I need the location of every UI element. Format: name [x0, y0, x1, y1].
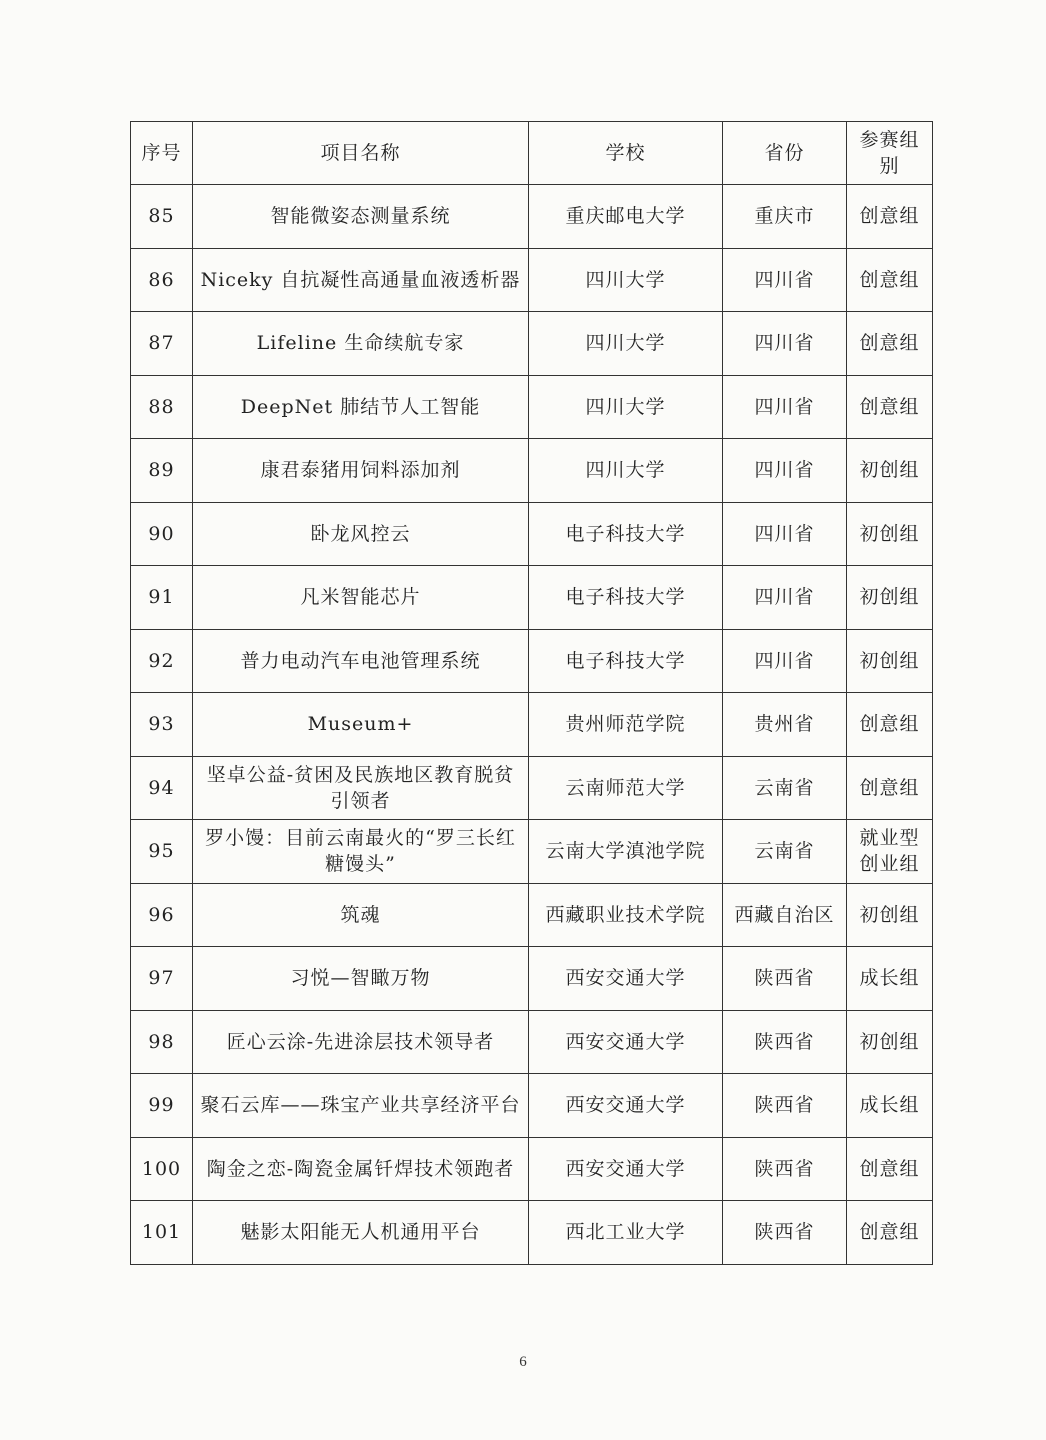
table-row: [131, 248, 933, 312]
table-header: [131, 122, 933, 185]
cell-no: 86: [131, 248, 193, 312]
cell-group: 初创组: [847, 1010, 933, 1074]
cell-group: 创意组: [847, 1201, 933, 1265]
table-row: [131, 1137, 933, 1201]
cell-no: 93: [131, 693, 193, 757]
cell-project-name: 卧龙风控云: [193, 502, 529, 566]
cell-group: 创意组: [847, 312, 933, 376]
table-row: [131, 1010, 933, 1074]
table-row: [131, 1074, 933, 1138]
cell-project-name: 习悦—智瞰万物: [193, 947, 529, 1011]
cell-project-name: 罗小馒：目前云南最火的“罗三长红糖馒头”: [193, 820, 529, 884]
table-row: [131, 312, 933, 376]
cell-no: 100: [131, 1137, 193, 1201]
cell-province: 陕西省: [723, 1137, 847, 1201]
cell-school: 电子科技大学: [529, 629, 723, 693]
cell-group: 初创组: [847, 566, 933, 630]
cell-no: 85: [131, 185, 193, 249]
cell-project-name: 凡米智能芯片: [193, 566, 529, 630]
table-body: [131, 185, 933, 1265]
cell-school: 西北工业大学: [529, 1201, 723, 1265]
table-row: [131, 502, 933, 566]
cell-project-name: 陶金之恋-陶瓷金属钎焊技术领跑者: [193, 1137, 529, 1201]
cell-school: 四川大学: [529, 312, 723, 376]
cell-project-name: 筑魂: [193, 883, 529, 947]
cell-no: 88: [131, 375, 193, 439]
cell-group: 创意组: [847, 693, 933, 757]
cell-school: 四川大学: [529, 375, 723, 439]
cell-no: 90: [131, 502, 193, 566]
cell-province: 四川省: [723, 248, 847, 312]
cell-school: 西藏职业技术学院: [529, 883, 723, 947]
cell-group: 初创组: [847, 883, 933, 947]
cell-school: 云南大学滇池学院: [529, 820, 723, 884]
cell-school: 西安交通大学: [529, 1010, 723, 1074]
cell-no: 101: [131, 1201, 193, 1265]
cell-group: 成长组: [847, 1074, 933, 1138]
cell-project-name: 聚石云库——珠宝产业共享经济平台: [193, 1074, 529, 1138]
cell-school: 四川大学: [529, 439, 723, 503]
cell-school: 四川大学: [529, 248, 723, 312]
cell-school: 重庆邮电大学: [529, 185, 723, 249]
table-row: [131, 185, 933, 249]
header-province: 省份: [723, 122, 847, 185]
cell-province: 四川省: [723, 629, 847, 693]
cell-project-name: DeepNet 肺结节人工智能: [193, 375, 529, 439]
cell-no: 96: [131, 883, 193, 947]
cell-no: 98: [131, 1010, 193, 1074]
cell-group: 创意组: [847, 1137, 933, 1201]
table-row: [131, 756, 933, 820]
header-school: 学校: [529, 122, 723, 185]
header-group: 参赛组别: [847, 122, 933, 185]
cell-province: 重庆市: [723, 185, 847, 249]
cell-group: 创意组: [847, 248, 933, 312]
cell-group: 成长组: [847, 947, 933, 1011]
cell-project-name: 匠心云涂-先进涂层技术领导者: [193, 1010, 529, 1074]
cell-project-name: Lifeline 生命续航专家: [193, 312, 529, 376]
cell-no: 92: [131, 629, 193, 693]
table-row: [131, 820, 933, 884]
cell-project-name: 坚卓公益-贫困及民族地区教育脱贫引领者: [193, 756, 529, 820]
cell-no: 87: [131, 312, 193, 376]
cell-group: 就业型创业组: [847, 820, 933, 884]
cell-school: 西安交通大学: [529, 1074, 723, 1138]
cell-province: 陕西省: [723, 1010, 847, 1074]
table-row: [131, 883, 933, 947]
cell-no: 91: [131, 566, 193, 630]
project-roster-table: [130, 121, 933, 1265]
table-row: [131, 1201, 933, 1265]
cell-project-name: Museum+: [193, 693, 529, 757]
cell-province: 陕西省: [723, 947, 847, 1011]
cell-no: 94: [131, 756, 193, 820]
cell-group: 创意组: [847, 185, 933, 249]
cell-province: 云南省: [723, 756, 847, 820]
cell-group: 创意组: [847, 375, 933, 439]
cell-province: 陕西省: [723, 1074, 847, 1138]
cell-school: 贵州师范学院: [529, 693, 723, 757]
cell-province: 陕西省: [723, 1201, 847, 1265]
cell-no: 99: [131, 1074, 193, 1138]
cell-province: 云南省: [723, 820, 847, 884]
cell-group: 初创组: [847, 439, 933, 503]
cell-school: 电子科技大学: [529, 502, 723, 566]
cell-province: 四川省: [723, 502, 847, 566]
page-number: 6: [519, 1354, 527, 1370]
cell-province: 贵州省: [723, 693, 847, 757]
table-row: [131, 693, 933, 757]
cell-no: 95: [131, 820, 193, 884]
table-row: [131, 439, 933, 503]
cell-no: 89: [131, 439, 193, 503]
table-row: [131, 947, 933, 1011]
table-row: [131, 375, 933, 439]
cell-project-name: 康君泰猪用饲料添加剂: [193, 439, 529, 503]
header-no: 序号: [131, 122, 193, 185]
cell-project-name: 普力电动汽车电池管理系统: [193, 629, 529, 693]
cell-group: 初创组: [847, 502, 933, 566]
cell-project-name: Niceky 自抗凝性高通量血液透析器: [193, 248, 529, 312]
cell-school: 云南师范大学: [529, 756, 723, 820]
cell-school: 电子科技大学: [529, 566, 723, 630]
cell-province: 西藏自治区: [723, 883, 847, 947]
table-row: [131, 629, 933, 693]
cell-project-name: 魅影太阳能无人机通用平台: [193, 1201, 529, 1265]
header-project-name: 项目名称: [193, 122, 529, 185]
table-row: [131, 566, 933, 630]
cell-province: 四川省: [723, 375, 847, 439]
cell-school: 西安交通大学: [529, 947, 723, 1011]
cell-province: 四川省: [723, 312, 847, 376]
cell-group: 创意组: [847, 756, 933, 820]
cell-province: 四川省: [723, 439, 847, 503]
cell-province: 四川省: [723, 566, 847, 630]
cell-project-name: 智能微姿态测量系统: [193, 185, 529, 249]
cell-group: 初创组: [847, 629, 933, 693]
header-row: [131, 122, 933, 185]
cell-no: 97: [131, 947, 193, 1011]
cell-school: 西安交通大学: [529, 1137, 723, 1201]
